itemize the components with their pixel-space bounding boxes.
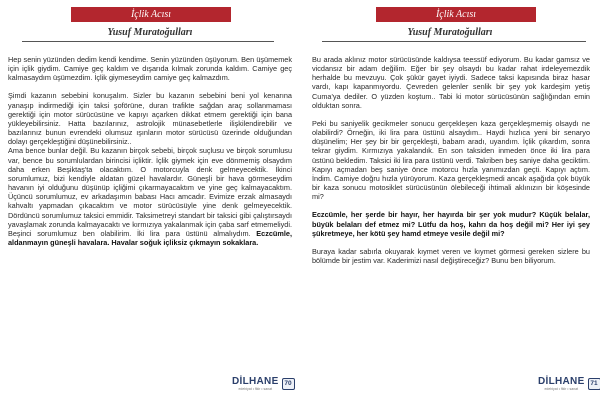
- author-divider: [22, 41, 274, 42]
- author-name: Yusuf Muratoğulları: [107, 27, 193, 38]
- article-body: [8, 55, 292, 247]
- logo-tagline: edebiyat • fikir • sanat: [544, 387, 579, 391]
- page-number: 71: [588, 378, 600, 390]
- paragraph-text: Ama bence bunlar değil. Bu kazanın birçok sebebi, birçok suçlusu ve birçok sorumlusu var, bence bu sorumlulardan birincisi içliktir. İçlik giymek için eve dönmemiş olsaydım daha erken Beşiktaş'ta olacaktım. O motorcuyla denk gelmeyecektik. İkinci sorumlumuz, bizi kendiyle aldatan güzel havalardır. Güneşli bir hava görmeseydim havanın iyi olduğunu düşünüp içliğimi çıkarmayacaktım ve yine geç kalmayacaktım. Üçüncü sorumlumuz, ev arkadaşımın babası Hacı amcadır. Evimize erzak almasaydı kahvaltı yapmadan çıkacaktım ve motor sürücüsüyle yine denk gelmeyecektik. Dördüncü sorumlumuz taksici emmidir. Taksimetreyi standart bir taksici gibi çalıştırsaydı yavaşlamak zorunda kalmayacaktı ve kırmızıya yakalanmak için çaba sarf etmemeliydi. Beşinci sorumlumuz ben olabilirim. İki lira para üstünü almalıydım.: [8, 146, 292, 238]
- paragraph: Buraya kadar sabırla okuyarak kıymet veren ve kıymet görmesi gereken sizlere bu bölümde bir jestim var. Kaderimizi nasıl değiştireceğiz? Bunu ben biliyorum.: [312, 246, 590, 265]
- paragraph: [8, 146, 292, 247]
- dilhane-logo: [232, 377, 295, 391]
- paragraph: Bu arada aklınız motor sürücüsünde kaldıysa teessüf ediyorum. Bu kadar gamsız ve vicdansız bir adam değilim. Eğer bir şey olsaydı bu kadar rahat irdeleyemezdik herhalde bu mevzuyu. Çok şükür gayet iyiydi. Sadece taksi kapısında biraz hasar vardı, kapı kapanmıyordu. Çevreden gelenler senlik bir şey yok kardeşim yetiş Cuma'ya dediler. O yüzden koştum.. Tabi ki motor sürücüsünün sağlığından emin olduktan sonra.: [312, 55, 590, 110]
- author-divider: [322, 41, 586, 42]
- right-page: [300, 0, 600, 400]
- paragraph: Peki bu saniyelik gecikmeler sonucu gerçekleşen kaza gerçekleşmemiş olsaydı ne olabilirdi? Örneğin, iki lira para üstünü alsaydım.. Haydi hızlıca yeni bir senaryo düşünelim; Her şey bir bir gerçekleşti, babam aradı, uyandım. İçlik çıkardım, sonra tekrar giydim. Kırmızıya yakalandık. En son taksiden inmeden önce iki lira para üstünü bekledim. Taksici iki lira para üstünü verdi. Takriben beş saniye daha geciktim. Kapıyı açmadan beş saniye önce motorcu hızla yanımızdan geçti. Kapıyı açtım. İndim. Camiye doğru hızla yürüyorum. Kaza gerçekleşmedi ancak aşağıda çok büyük bir kaza sonucu motosiklet sürücüsünün ölebileceği ihtimali aklınızın bir köşesinde mi?: [312, 118, 590, 202]
- paragraph: Hep senin yüzünden dedim kendi kendime. Senin yüzünden üşüyorum. Ben üşümemek için içlik giydim. Camiye geç kaldım ve dışarıda kılmak zorunda kaldım. Camiye geç kalmasaydım üşümezdim. İçlik giymeseydim camiye geç kalmazdım.: [8, 55, 292, 83]
- article-body: [312, 55, 590, 265]
- paragraph: Şimdi kazanın sebebini konuşalım. Sizler bu kazanın sebebini beni yol kenarına yanaşıp indirmediği için taksi şoförüne, duran trafikte sağdan araç sollanmaması gerektiği için motor sürücüsüne ve kapıyı açarken dikkat etmem gerektiği için bana yükleyebilirsiniz. Hatta bazılarınız, astrolojik münasebetlerle ilişkilendirebilir ve bazılarınız bunun evrendeki olumsuz ışınların motor sürücüsü üzerinde olduğundan dolayı gerçekleştiğini düşünebilirsiniz..: [8, 91, 292, 147]
- page-number: 70: [282, 378, 295, 390]
- column-title-banner: İçlik Acısı: [376, 7, 536, 22]
- closing-bold-text: Eczcümle, aldanmayın güneşli havalara. Havalar soğuk içliksiz çıkmayın sokaklara.: [8, 228, 292, 247]
- column-title-banner: İçlik Acısı: [71, 7, 231, 22]
- author-name: Yusuf Muratoğulları: [407, 27, 493, 38]
- logo-text: DİLHANE: [232, 376, 279, 387]
- logo-tagline: edebiyat • fikir • sanat: [238, 387, 273, 391]
- dilhane-logo: [538, 377, 600, 391]
- bold-paragraph: Eczcümle, her şerde bir hayır, her hayırda bir şer yok mudur? Küçük belalar, büyük belaları def etmez mi? Lütfu da hoş, kahrı da hoş değil mi? Her iyi şey şükretmeye, her kötü şey hamd etmeye vesile değil mi?: [312, 210, 590, 238]
- logo-text: DİLHANE: [538, 376, 585, 387]
